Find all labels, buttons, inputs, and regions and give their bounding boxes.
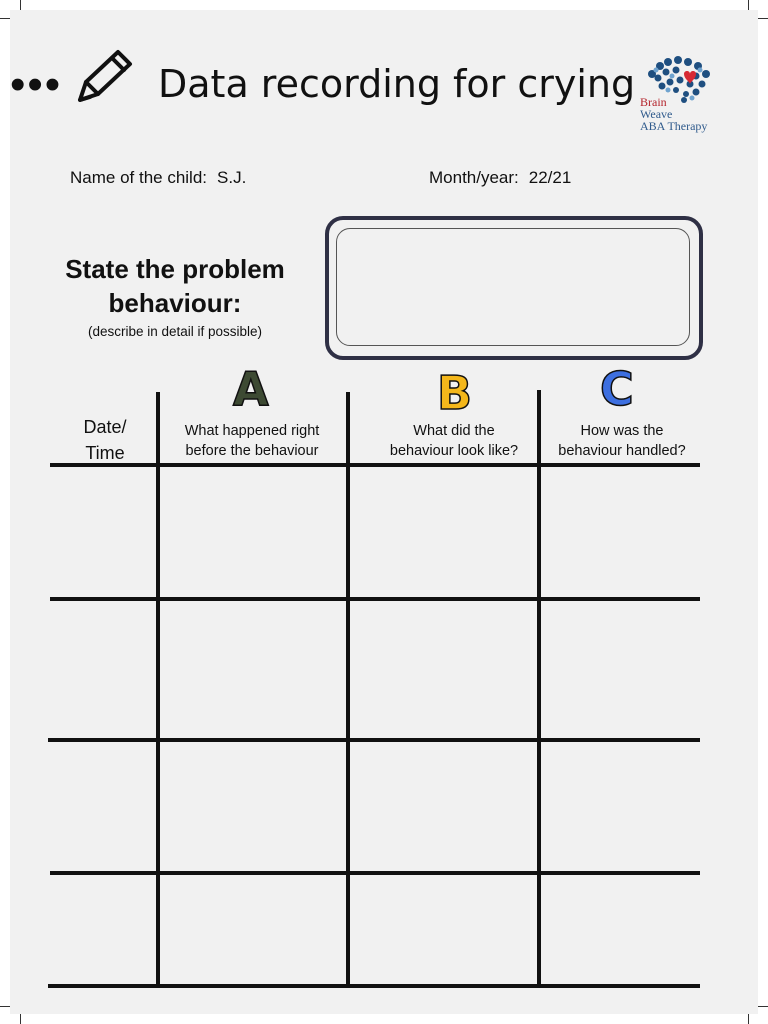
letter-c-consequence: C bbox=[600, 362, 634, 416]
month-year-field bbox=[429, 168, 571, 188]
crop-mark bbox=[0, 18, 10, 19]
header-behaviour bbox=[370, 421, 538, 461]
logo-line-weave: Weave bbox=[640, 107, 673, 121]
table-row[interactable] bbox=[54, 467, 700, 597]
crop-mark bbox=[20, 0, 21, 10]
pencil-icon bbox=[72, 46, 136, 106]
table-row[interactable] bbox=[54, 601, 700, 738]
table-row[interactable] bbox=[54, 742, 700, 871]
logo-line-brain: Brain bbox=[640, 95, 667, 109]
month-year-value[interactable]: 22/21 bbox=[528, 168, 572, 187]
child-name-field bbox=[70, 168, 246, 188]
crop-mark bbox=[748, 1014, 749, 1024]
crop-mark bbox=[0, 1006, 10, 1007]
crop-mark bbox=[748, 0, 749, 10]
header-consequence bbox=[544, 421, 700, 461]
crop-mark bbox=[758, 18, 768, 19]
header-a-line1: What happened right bbox=[184, 423, 320, 439]
letter-b-behaviour: B bbox=[437, 366, 473, 420]
child-name-value[interactable]: S.J. bbox=[217, 168, 247, 187]
brand-logo-text bbox=[640, 96, 707, 132]
header-date-line1: Date/ bbox=[83, 417, 127, 437]
table-row[interactable] bbox=[54, 875, 700, 984]
problem-heading-line2: behaviour: bbox=[108, 288, 242, 318]
logo-line-aba-therapy: ABA Therapy bbox=[640, 119, 708, 133]
problem-heading-line1: State the problem bbox=[65, 254, 285, 284]
header-a-line2: before the behaviour bbox=[185, 443, 319, 459]
header-date-time bbox=[60, 414, 150, 466]
problem-behaviour-heading bbox=[40, 252, 310, 320]
header-date-line2: Time bbox=[85, 443, 125, 463]
header-antecedent bbox=[165, 421, 339, 461]
month-year-label: Month/year: bbox=[429, 168, 519, 187]
problem-behaviour-input[interactable] bbox=[336, 228, 690, 346]
problem-behaviour-hint: (describe in detail if possible) bbox=[87, 324, 263, 339]
header-c-line2: behaviour handled? bbox=[558, 443, 686, 459]
header-b-line2: behaviour look like? bbox=[389, 443, 519, 459]
child-name-label: Name of the child: bbox=[70, 168, 208, 187]
table-bottom-rule bbox=[48, 984, 700, 988]
decorative-dots: ••• bbox=[10, 60, 63, 109]
header-c-line1: How was the bbox=[580, 423, 664, 439]
header-b-line1: What did the bbox=[413, 423, 495, 439]
crop-mark bbox=[20, 1014, 21, 1024]
crop-mark bbox=[758, 1006, 768, 1007]
letter-a-antecedent: A bbox=[233, 362, 269, 416]
page-title: Data recording for crying bbox=[158, 62, 636, 106]
